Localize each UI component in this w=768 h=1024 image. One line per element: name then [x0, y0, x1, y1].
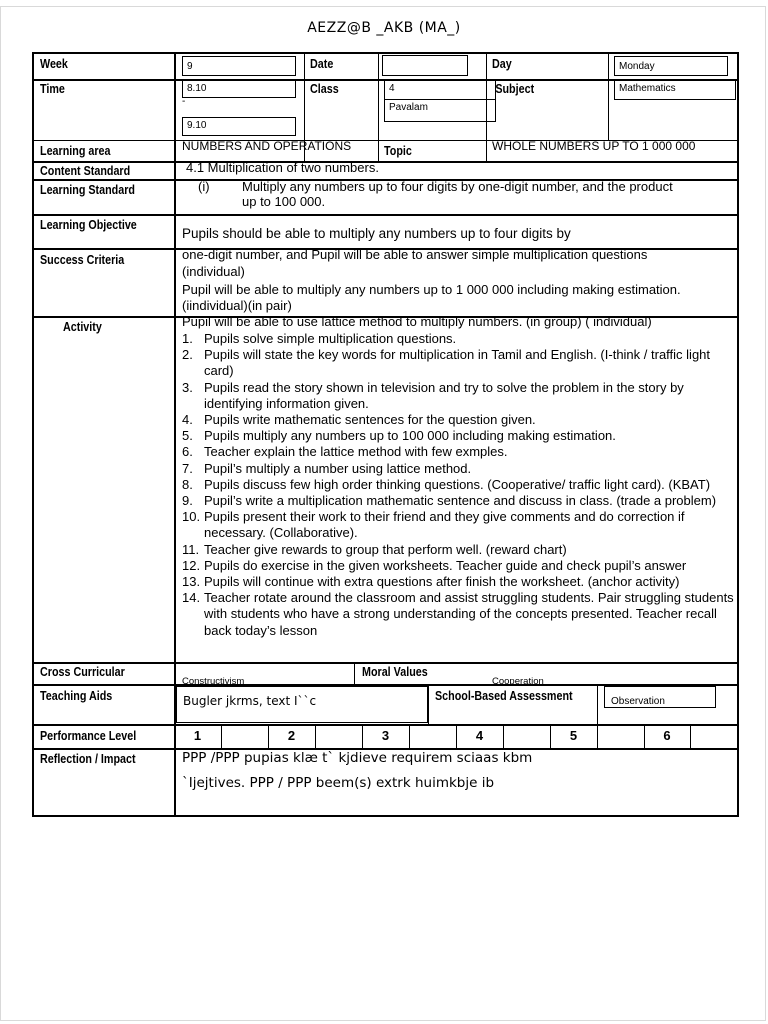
list-item: 12. Pupils do exercise in the given worksheets. Teacher guide and check pupil’s answer [182, 557, 687, 573]
success-criteria-line-2: (individual) [182, 264, 245, 279]
content-standard-label: Content Standard [40, 164, 131, 178]
learning-standard-line-2: up to 100 000. [242, 194, 326, 209]
list-item: 13. Pupils will continue with extra questions after finish the worksheet. (anchor activity) [182, 574, 680, 590]
pl-divider [409, 724, 410, 748]
learning-objective-value: Pupils should be able to multiply any numbers up to four digits by [182, 226, 571, 241]
performance-level-4[interactable]: 4 [475, 728, 484, 743]
learning-standard-label: Learning Standard [40, 183, 135, 197]
week-field[interactable]: 9 [182, 56, 296, 76]
row-line-activity [32, 662, 739, 664]
sba-divider-right [597, 684, 598, 724]
learning-area-label: Learning area [40, 144, 111, 158]
reflection-line-1: PPP /PPP pupias klæ t` kjdieve requirem sciaas kbm [182, 750, 533, 766]
topic-value: WHOLE NUMBERS UP TO 1 000 000 [492, 139, 696, 153]
date-field[interactable] [382, 55, 468, 76]
sba-field[interactable]: Observation [604, 686, 716, 708]
sba-label: School-Based Assessment [435, 689, 573, 703]
performance-level-2[interactable]: 2 [287, 728, 296, 743]
list-item: 5. Pupils multiply any numbers up to 100 000 including making estimation. [182, 428, 616, 444]
list-item: 3. Pupils read the story shown in television and try to solve the problem in the story by identifying information given. [182, 379, 684, 411]
date-label: Date [310, 57, 334, 71]
subject-field[interactable]: Mathematics [614, 80, 736, 100]
list-item: 8. Pupils discuss few high order thinking questions. (Cooperative/ traffic light card). (KBAT) [182, 476, 711, 492]
list-item: 1. Pupils solve simple multiplication questions. [182, 331, 457, 346]
moral-values-label: Moral Values [362, 665, 428, 679]
list-item: 9. Pupil’s write a multiplication mathematic sentence and discuss in class. (trade a problem) [182, 493, 717, 509]
day-field[interactable]: Monday [614, 56, 728, 76]
learning-objective-label: Learning Objective [40, 218, 137, 232]
cross-curricular-label: Cross Curricular [40, 665, 125, 679]
performance-level-5[interactable]: 5 [569, 728, 578, 743]
performance-level-3[interactable]: 3 [381, 728, 390, 743]
list-item: 14. Teacher rotate around the classroom and assist struggling students. Pair struggling students with students who have a strong understanding of the concepts presented. Teacher recall back today’s lesson [182, 590, 734, 638]
moral-values-divider [354, 662, 355, 685]
performance-level-label: Performance Level [40, 729, 137, 743]
time-dash: - [182, 96, 186, 107]
performance-level-1[interactable]: 1 [193, 728, 202, 743]
teaching-aids-label: Teaching Aids [40, 689, 113, 703]
time-label: Time [40, 82, 65, 96]
pl-divider [221, 724, 222, 748]
subject-label: Subject [495, 82, 535, 96]
reflection-label: Reflection / Impact [40, 752, 136, 766]
reflection-line-2: `Ijejtives. PPP / PPP beem(s) extrk huimkbje ib [182, 775, 495, 791]
list-item: 7. Pupil’s multiply a number using lattice method. [182, 460, 472, 476]
moral-values-value: Cooperation [492, 676, 544, 687]
learning-standard-number: (i) [198, 179, 210, 194]
list-item: 2. Pupils will state the key words for multiplication in Tamil and English. (I-think / traffic light card) [182, 347, 711, 379]
cross-curricular-value: Constructivism [182, 676, 245, 687]
table-top-border [32, 52, 739, 54]
table-right-border [737, 52, 739, 817]
table-left-border [32, 52, 34, 817]
list-item: 4. Pupils write mathematic sentences for the question given. [182, 412, 536, 428]
success-criteria-label: Success Criteria [40, 253, 125, 267]
success-criteria-line-1: one-digit number, and Pupil will be able to answer simple multiplication questions [182, 247, 648, 262]
header-divider-4 [608, 52, 609, 140]
topic-label: Topic [384, 144, 412, 158]
document-title: AEZZ@B _AKB (MA_) [307, 20, 461, 36]
table-bottom-border [32, 815, 739, 817]
pl-divider [315, 724, 316, 748]
list-item: 6. Teacher explain the lattice method with few exmples. [182, 444, 508, 460]
content-standard-value: 4.1 Multiplication of two numbers. [186, 160, 379, 175]
row-line-teaching-aids [32, 724, 739, 726]
learning-area-value: NUMBERS AND OPERATIONS [182, 139, 352, 153]
pl-divider [690, 724, 691, 748]
success-criteria-line-5: Pupil will be able to use lattice method to multiply numbers. (in group) ( individual) [182, 314, 652, 329]
activity-label: Activity [63, 320, 102, 334]
success-criteria-line-4: (iindividual)(in pair) [182, 298, 292, 313]
sba-divider-left [428, 684, 429, 724]
pl-divider [503, 724, 504, 748]
pl-divider [597, 724, 598, 748]
time-start-field[interactable]: 8.10 [182, 80, 296, 98]
list-item: 10. Pupils present their work to their friend and they give comments and do correction if necessary. (Collaborative). [182, 509, 685, 541]
header-divider-2 [378, 52, 379, 162]
class-field[interactable]: 4 [384, 80, 496, 100]
success-criteria-line-3: Pupil will be able to multiply any numbers up to 1 000 000 including making estimation. [182, 282, 681, 297]
row-line-learning-area [32, 161, 739, 163]
class-label: Class [310, 82, 339, 96]
list-item: 11. Teacher give rewards to group that perform well. (reward chart) [182, 541, 567, 557]
day-label: Day [492, 57, 512, 71]
week-label: Week [40, 57, 68, 71]
time-end-field[interactable]: 9.10 [182, 117, 296, 136]
learning-standard-line-1: Multiply any numbers up to four digits by one-digit number, and the product [242, 179, 673, 194]
activity-list [182, 331, 734, 639]
performance-level-6[interactable]: 6 [663, 728, 671, 743]
teaching-aids-field[interactable]: Bugler jkrms, text I``c [176, 686, 428, 723]
row-line-learning-standard [32, 214, 739, 216]
class-name-field[interactable]: Pavalam [384, 99, 496, 122]
